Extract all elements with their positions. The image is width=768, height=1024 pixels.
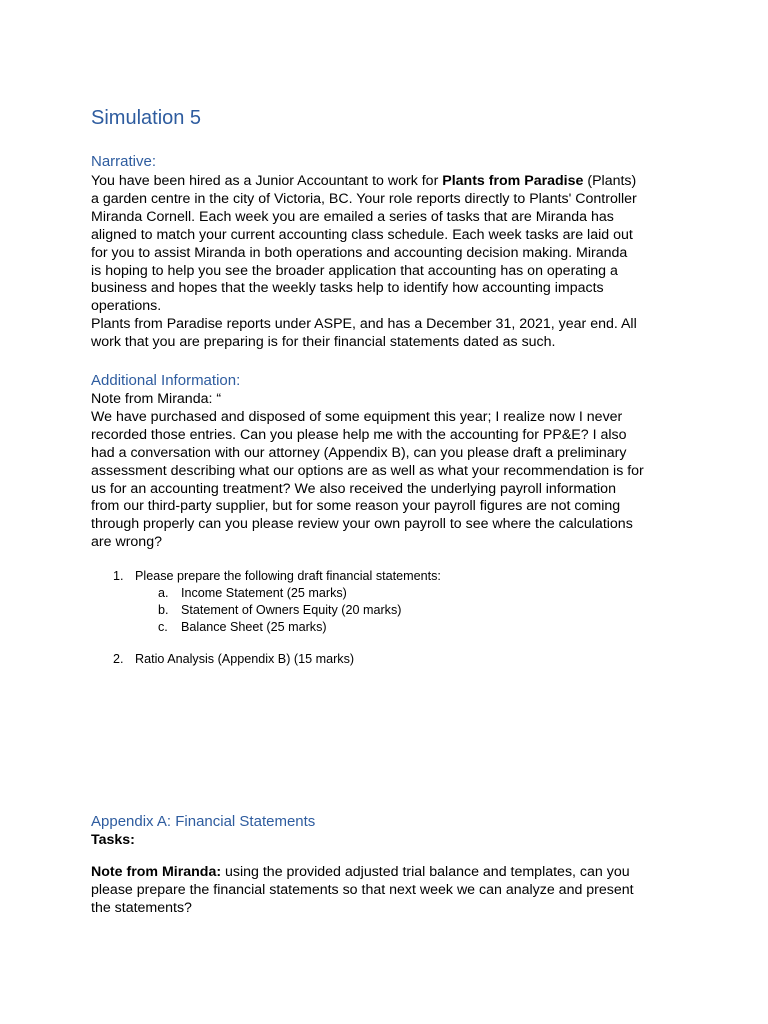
company-name: Plants from Paradise (442, 173, 584, 189)
note-line: recorded those entries. Can you please help me with the accounting for PP&E? I also (91, 426, 627, 443)
sublist-letter: b. (158, 603, 169, 617)
list-item-number: 2. (113, 652, 124, 666)
sublist-letter: c. (158, 620, 168, 634)
note-from-miranda: Note from Miranda: “ (91, 391, 222, 407)
note-line: from our third-party supplier, but for some reason your payroll figures are not coming (91, 498, 621, 515)
sublist-letter: a. (158, 586, 169, 600)
additional-info-paragraph (91, 391, 691, 552)
narrative-line: a garden centre in the city of Victoria, BC. Your role reports directly to Plants' Controller (91, 190, 637, 207)
narrative-line: aligned to match your current accounting class schedule. Each week tasks are laid out (91, 226, 633, 243)
aspe-line: work that you are preparing is for their financial statements dated as such. (91, 334, 556, 351)
narrative-tail: (Plants) (583, 173, 637, 189)
sublist-text: Income Statement (25 marks) (181, 586, 347, 600)
note-line: assessment describing what our options are as well as what your recommendation is for (91, 462, 644, 479)
narrative-line: Miranda Cornell. Each week you are emailed a series of tasks that are Miranda has (91, 208, 614, 225)
note-from-miranda-bold: Note from Miranda: (91, 864, 222, 880)
note-line: through properly can you please review your own payroll to see where the calculations (91, 516, 633, 533)
list-item-number: 1. (113, 569, 124, 583)
narrative-lead: You have been hired as a Junior Accountant to work for (91, 173, 443, 189)
note-line: us for an accounting treatment? We also received the underlying payroll information (91, 480, 616, 497)
document-title: Simulation 5 (91, 107, 202, 129)
appendix-note-line (91, 864, 691, 882)
narrative-line: for you to assist Miranda in both operations and accounting decision making. Miranda (91, 244, 628, 261)
appendix-a-heading: Appendix A: Financial Statements (91, 813, 316, 830)
tasks-label-block (91, 832, 691, 850)
tasks-label (91, 832, 691, 850)
narrative-line: is hoping to help you see the broader application that accounting has on operating a (91, 262, 618, 279)
narrative-paragraph (91, 173, 691, 352)
sublist-text: Balance Sheet (25 marks) (181, 620, 327, 634)
appendix-note-first: using the provided adjusted trial balance and templates, can you (221, 864, 630, 880)
appendix-note-line: please prepare the financial statements so that next week we can analyze and present (91, 881, 634, 898)
tasks-label-text: Tasks: (91, 832, 135, 848)
note-line: are wrong? (91, 534, 162, 551)
narrative-line: operations. (91, 298, 162, 315)
note-line: had a conversation with our attorney (Appendix B), can you please draft a preliminary (91, 444, 627, 461)
appendix-a-note (91, 864, 691, 918)
sublist-text: Statement of Owners Equity (20 marks) (181, 603, 402, 617)
narrative-line: business and hopes that the weekly tasks help to identify how accounting impacts (91, 280, 604, 297)
list-item-text: Please prepare the following draft financial statements: (135, 569, 441, 583)
narrative-heading: Narrative: (91, 153, 157, 170)
narrative-line (91, 173, 691, 191)
appendix-note-line: the statements? (91, 899, 192, 916)
list-item-text: Ratio Analysis (Appendix B) (15 marks) (135, 652, 355, 666)
additional-info-heading: Additional Information: (91, 372, 241, 389)
note-line: We have purchased and disposed of some equipment this year; I realize now I never (91, 408, 623, 425)
aspe-line: Plants from Paradise reports under ASPE, and has a December 31, 2021, year end. All (91, 316, 637, 333)
